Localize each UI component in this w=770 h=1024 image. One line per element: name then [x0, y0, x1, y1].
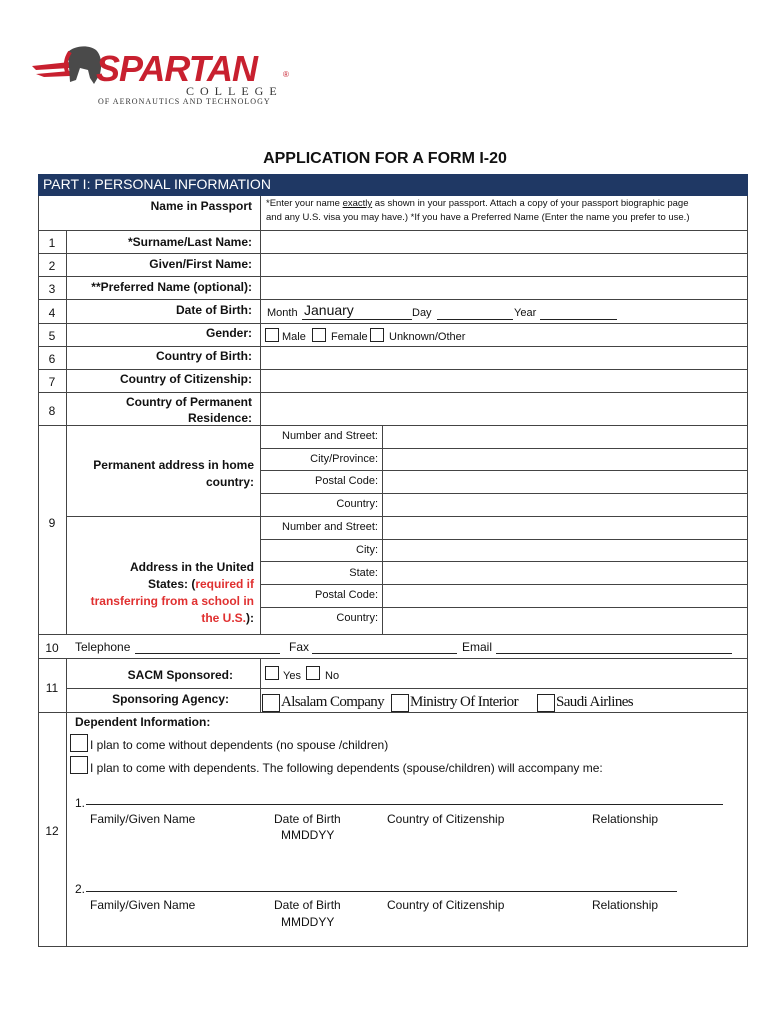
- dep1-family-given-label: Family/Given Name: [90, 812, 196, 826]
- permanent-address-label-1: Permanent address in home: [93, 458, 254, 472]
- sacm-yes-label: Yes: [283, 670, 301, 682]
- agency-alsalam-label: Alsalam Company: [281, 694, 385, 710]
- logo-spartan-text: SPARTAN: [96, 48, 258, 89]
- sponsoring-agency-label: Sponsoring Agency:: [112, 692, 229, 706]
- date-of-birth-label: Date of Birth:: [176, 303, 252, 317]
- row-number-2: 2: [48, 259, 56, 273]
- perm-country-label: Country:: [336, 498, 378, 510]
- perm-city-province-input[interactable]: [384, 450, 746, 469]
- agency-alsalam-checkbox[interactable]: [262, 694, 280, 712]
- gender-label: Gender:: [205, 326, 252, 340]
- telephone-label: Telephone: [75, 640, 131, 654]
- dep1-dob-format: MMDDYY: [281, 828, 335, 842]
- dependent-1-number: 1.: [75, 796, 86, 810]
- email-input[interactable]: [496, 640, 732, 654]
- gender-male-label: Male: [282, 331, 306, 343]
- part-i-header: [38, 174, 748, 196]
- us-state-input[interactable]: [384, 563, 746, 583]
- dob-day-label: Day: [412, 307, 432, 319]
- row-number-10: 10: [45, 641, 59, 655]
- given-name-input[interactable]: [262, 255, 746, 275]
- perm-postal-code-input[interactable]: [384, 472, 746, 492]
- country-permanent-residence-label-2: Residence:: [187, 411, 252, 425]
- perm-number-street-input[interactable]: [384, 427, 746, 447]
- row-number-6: 6: [48, 352, 56, 366]
- dob-day-input[interactable]: [437, 302, 513, 320]
- name-in-passport-label: Name in Passport: [150, 199, 252, 213]
- dep1-relationship-label: Relationship: [592, 812, 659, 826]
- dob-month-value: January: [304, 302, 354, 318]
- dep2-country-citizenship-label: Country of Citizenship: [387, 898, 505, 912]
- us-number-street-input[interactable]: [384, 518, 746, 538]
- dependent-2-input[interactable]: [86, 877, 677, 892]
- gender-male-checkbox[interactable]: [265, 328, 279, 342]
- country-of-citizenship-label: Country of Citizenship:: [120, 372, 252, 386]
- us-address-label-2: States: (required if: [147, 577, 254, 591]
- logo-subtitle: OF AERONAUTICS AND TECHNOLOGY: [98, 97, 271, 106]
- sacm-no-label: No: [325, 670, 340, 682]
- dob-year-input[interactable]: [540, 302, 617, 320]
- agency-ministry-label: Ministry Of Interior: [410, 694, 518, 710]
- us-state-label: State:: [349, 567, 378, 579]
- surname-input[interactable]: [262, 232, 746, 252]
- agency-ministry-checkbox[interactable]: [391, 694, 409, 712]
- country-of-birth-label: Country of Birth:: [156, 349, 252, 363]
- no-dependents-checkbox[interactable]: [70, 734, 88, 752]
- dob-month-label: Month: [267, 307, 298, 319]
- given-name-label: Given/First Name:: [149, 257, 252, 271]
- dep2-family-given-label: Family/Given Name: [90, 898, 196, 912]
- dep2-dob-label: Date of Birth: [274, 898, 341, 912]
- perm-city-province-label: City/Province:: [310, 453, 378, 465]
- surname-label: *Surname/Last Name:: [127, 235, 252, 249]
- dep2-dob-format: MMDDYY: [281, 915, 335, 929]
- country-permanent-residence-label-1: Country of Permanent: [125, 395, 252, 409]
- us-address-label-3: transferring from a school in: [90, 594, 254, 608]
- us-address-label-1: Address in the United: [129, 560, 254, 574]
- sacm-sponsored-label: SACM Sponsored:: [127, 668, 233, 682]
- gender-female-label: Female: [331, 331, 368, 343]
- permanent-address-label-2: country:: [206, 475, 254, 489]
- us-postal-code-input[interactable]: [384, 586, 746, 606]
- sacm-yes-checkbox[interactable]: [265, 666, 279, 680]
- country-permanent-residence-input[interactable]: [262, 394, 746, 424]
- logo-college-text: COLLEGE: [186, 84, 283, 98]
- dob-year-label: Year: [514, 307, 537, 319]
- row-number-1: 1: [48, 236, 56, 250]
- dob-month-select[interactable]: [302, 302, 412, 320]
- row-number-11: 11: [45, 681, 59, 695]
- preferred-name-input[interactable]: [262, 278, 746, 298]
- with-dependents-label: I plan to come with dependents. The following dependents (spouse/children) will accompany me:: [90, 761, 603, 775]
- perm-country-input[interactable]: [384, 495, 746, 515]
- row-number-7: 7: [48, 375, 56, 389]
- dependent-1-input[interactable]: [86, 790, 723, 805]
- fax-input[interactable]: [312, 640, 457, 654]
- agency-saudi-airlines-label: Saudi Airlines: [556, 694, 634, 710]
- page-title: APPLICATION FOR A FORM I-20: [263, 150, 507, 167]
- logo-registered-mark: ®: [283, 70, 289, 79]
- email-label: Email: [462, 640, 493, 654]
- fax-label: Fax: [289, 640, 310, 654]
- with-dependents-checkbox[interactable]: [70, 756, 88, 774]
- row-number-8: 8: [48, 404, 56, 418]
- row-number-9: 9: [48, 516, 56, 530]
- country-of-birth-input[interactable]: [262, 348, 746, 368]
- sacm-no-checkbox[interactable]: [306, 666, 320, 680]
- perm-postal-code-label: Postal Code:: [315, 475, 378, 487]
- dependent-information-label: Dependent Information:: [75, 715, 211, 729]
- gender-female-checkbox[interactable]: [312, 328, 326, 342]
- dep1-dob-label: Date of Birth: [274, 812, 341, 826]
- perm-number-street-label: Number and Street:: [282, 430, 378, 442]
- gender-other-label: Unknown/Other: [389, 331, 466, 343]
- agency-saudi-airlines-checkbox[interactable]: [537, 694, 555, 712]
- us-country-label: Country:: [336, 612, 378, 624]
- gender-other-checkbox[interactable]: [370, 328, 384, 342]
- row-number-12: 12: [45, 824, 59, 838]
- part-i-title: PART I: PERSONAL INFORMATION: [43, 176, 271, 192]
- us-city-input[interactable]: [384, 541, 746, 560]
- us-country-input[interactable]: [384, 609, 746, 633]
- us-number-street-label: Number and Street:: [282, 521, 378, 533]
- no-dependents-label: I plan to come without dependents (no spouse /children): [90, 738, 389, 752]
- dep2-relationship-label: Relationship: [592, 898, 659, 912]
- row-number-4: 4: [48, 306, 56, 320]
- us-city-label: City:: [356, 544, 378, 556]
- dep1-country-citizenship-label: Country of Citizenship: [387, 812, 505, 826]
- dependent-2-number: 2.: [75, 882, 86, 896]
- row-number-3: 3: [48, 282, 56, 296]
- telephone-input[interactable]: [135, 640, 280, 654]
- preferred-name-label: **Preferred Name (optional):: [91, 280, 252, 294]
- us-postal-code-label: Postal Code:: [315, 589, 378, 601]
- us-address-label-4: the U.S.):: [201, 611, 254, 625]
- country-of-citizenship-input[interactable]: [262, 371, 746, 391]
- row-number-5: 5: [48, 329, 56, 343]
- passport-name-note: *Enter your name exactly as shown in your passport. Attach a copy of your passport biographic page and any U.S. visa you may have.) *If you have a Preferred Name (Enter the name you prefer to use.): [266, 198, 690, 223]
